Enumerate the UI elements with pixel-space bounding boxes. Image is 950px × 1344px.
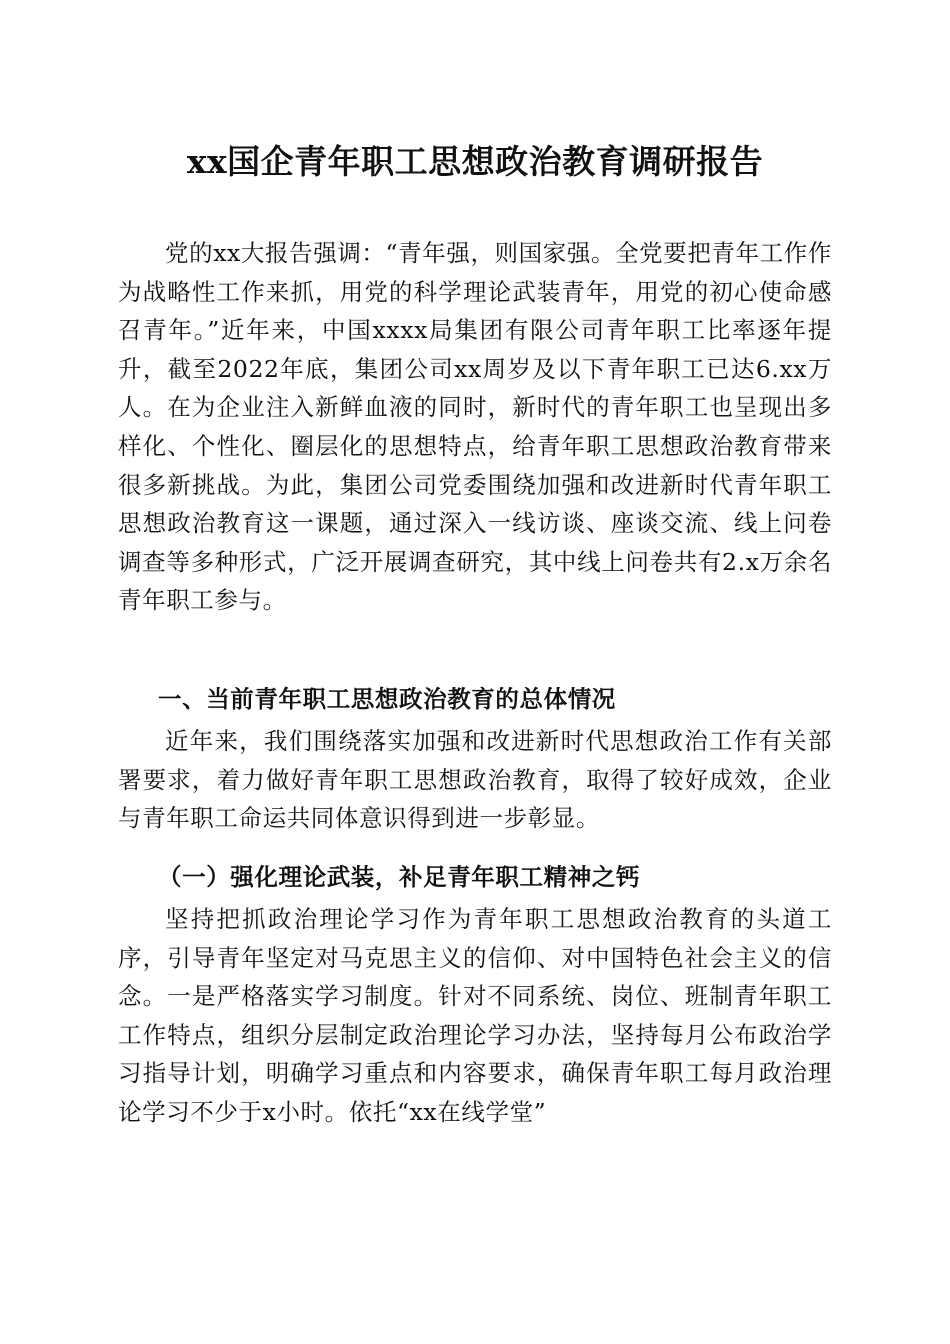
document-title: xx国企青年职工思想政治教育调研报告 [186,142,764,181]
section-heading-1: 一、当前青年职工思想政治教育的总体情况 [158,685,616,713]
subsection-heading-1: （一）强化理论武装，补足青年职工精神之钙 [158,863,640,891]
intro-paragraph: 党的xx大报告强调：“青年强，则国家强。全党要把青年工作作为战略性工作来抓，用党的科学理论武装青年，用党的初心使命感召青年。”近年来，中国xxxx局集团有限公司青年职工比率逐年提升，截至2022年底，集团公司xx周岁及以下青年职工已达6.xx万人。在为企业注入新鲜血液的同时，新时代的青年职工也呈现出多样化、个性化、圈层化的思想特点，给青年职工思想政治教育带来很多新挑战。为此，集团公司党委围绕加强和改进新时代青年职工思想政治教育这一课题，通过深入一线访谈、座谈交流、线上问卷调查等多种形式，广泛开展调查研究，其中线上问卷共有2.x万余名青年职工参与。 [118,239,832,615]
section-1-paragraph: 近年来，我们围绕落实加强和改进新时代思想政治工作有关部署要求，着力做好青年职工思想政治教育，取得了较好成效，企业与青年职工命运共同体意识得到进一步彰显。 [118,727,832,833]
subsection-1-paragraph: 坚持把抓政治理论学习作为青年职工思想政治教育的头道工序，引导青年坚定对马克思主义的信仰、对中国特色社会主义的信念。一是严格落实学习制度。针对不同系统、岗位、班制青年职工工作特点，组织分层制定政治理论学习办法，坚持每月公布政治学习指导计划，明确学习重点和内容要求，确保青年职工每月政治理论学习不少于x小时。依托“xx在线学堂” [118,905,832,1126]
